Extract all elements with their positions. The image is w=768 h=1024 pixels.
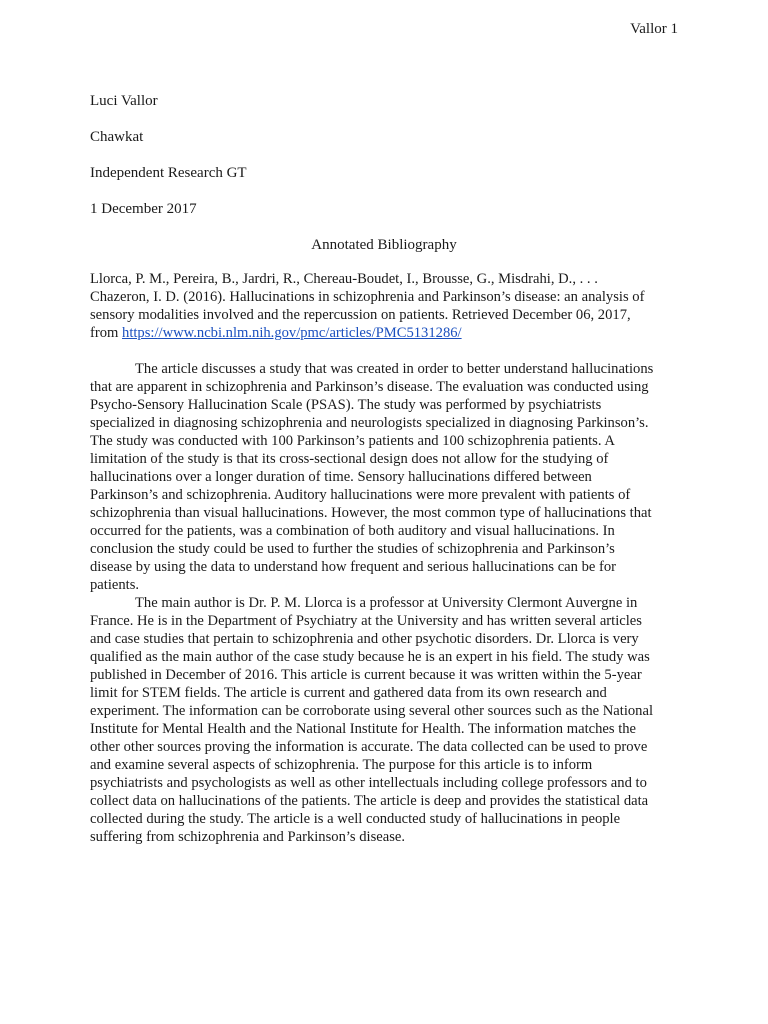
- running-head: Vallor 1: [630, 21, 678, 37]
- citation-url-link[interactable]: https://www.ncbi.nlm.nih.gov/pmc/articles/PMC5131286/: [122, 325, 462, 341]
- document-date: 1 December 2017: [90, 201, 197, 217]
- paragraph-line: specialized in diagnosing schizophrenia and neurologists specialized in diagnosing Parkinson’s.: [90, 415, 649, 431]
- paragraph-line: limitation of the study is that its cross-sectional design does not allow for the studying of: [90, 451, 609, 467]
- citation-line: [90, 324, 680, 342]
- paragraph-line: collected during the study. The article is a well conducted study of hallucinations in people: [90, 811, 621, 827]
- paragraph-line: qualified as the main author of the case study because he is an expert in his field. The study was: [90, 649, 650, 665]
- paragraph-line: collect data on hallucinations of the patients. The article is deep and provides the statistical data: [90, 793, 649, 809]
- paragraph-line: other other sources proving the information is accurate. The data collected can be used to prove: [90, 739, 648, 755]
- author-name: Luci Vallor: [90, 93, 158, 109]
- paragraph-line: published in December of 2016. This article is current because it was written within the 5-year: [90, 667, 642, 683]
- citation-line: sensory modalities involved and the repercussion on patients. Retrieved December 06, 2017,: [90, 307, 631, 323]
- course-name: Independent Research GT: [90, 165, 247, 181]
- instructor-name: Chawkat: [90, 129, 144, 145]
- paragraph-line: hallucinations over a longer duration of time. Sensory hallucinations differed between: [90, 469, 592, 485]
- citation-from-prefix: from: [90, 325, 123, 341]
- paragraph-line: The article discusses a study that was created in order to better understand hallucinations: [135, 361, 654, 377]
- annotation-body: [90, 360, 680, 846]
- paragraph-line: Institute for Mental Health and the National Institute for Health. The information matches the: [90, 721, 637, 737]
- paragraph-line: limit for STEM fields. The article is current and gathered data from its own research and: [90, 685, 607, 701]
- paragraph-line: and case studies that pertain to schizophrenia and other psychotic disorders. Dr. Llorca is very: [90, 631, 639, 647]
- citation: [90, 270, 680, 342]
- paragraph-line: that are apparent in schizophrenia and Parkinson’s disease. The evaluation was conducted using: [90, 379, 649, 395]
- paragraph-line: The main author is Dr. P. M. Llorca is a professor at University Clermont Auvergne in: [135, 595, 638, 611]
- paragraph-line: psychiatrists and psychologists as well as other intellectuals including college professors and to: [90, 775, 647, 791]
- citation-line: Llorca, P. M., Pereira, B., Jardri, R., Chereau-Boudet, I., Brousse, G., Misdrahi, D., . . .: [90, 271, 598, 287]
- paragraph-line: suffering from schizophrenia and Parkinson’s disease.: [90, 829, 406, 845]
- paragraph-line: conclusion the study could be used to further the studies of schizophrenia and Parkinson’s: [90, 541, 615, 557]
- paragraph-line: The study was conducted with 100 Parkinson’s patients and 100 schizophrenia patients. A: [90, 433, 615, 449]
- paragraph-line: schizophrenia than visual hallucinations. However, the most common type of hallucinations that: [90, 505, 652, 521]
- paragraph-line: occurred for the patients, was a combination of both auditory and visual hallucinations. In: [90, 523, 615, 539]
- paragraph-line: Psycho-Sensory Hallucination Scale (PSAS). The study was performed by psychiatrists: [90, 397, 602, 413]
- paragraph-line: experiment. The information can be corroborate using several other sources such as the National: [90, 703, 654, 719]
- page-title: Annotated Bibliography: [311, 237, 457, 253]
- paragraph-line: disease by using the data to understand how frequent and serious hallucinations can be for: [90, 559, 617, 575]
- paragraph-line: patients.: [90, 577, 140, 593]
- paragraph-line: and examine several aspects of schizophrenia. The purpose for this article is to inform: [90, 757, 593, 773]
- citation-line: Chazeron, I. D. (2016). Hallucinations in schizophrenia and Parkinson’s disease: an analysis of: [90, 289, 645, 305]
- paragraph-line: Parkinson’s and schizophrenia. Auditory hallucinations were more prevalent with patients of: [90, 487, 631, 503]
- paragraph-line: France. He is in the Department of Psychiatry at the University and has written several articles: [90, 613, 642, 629]
